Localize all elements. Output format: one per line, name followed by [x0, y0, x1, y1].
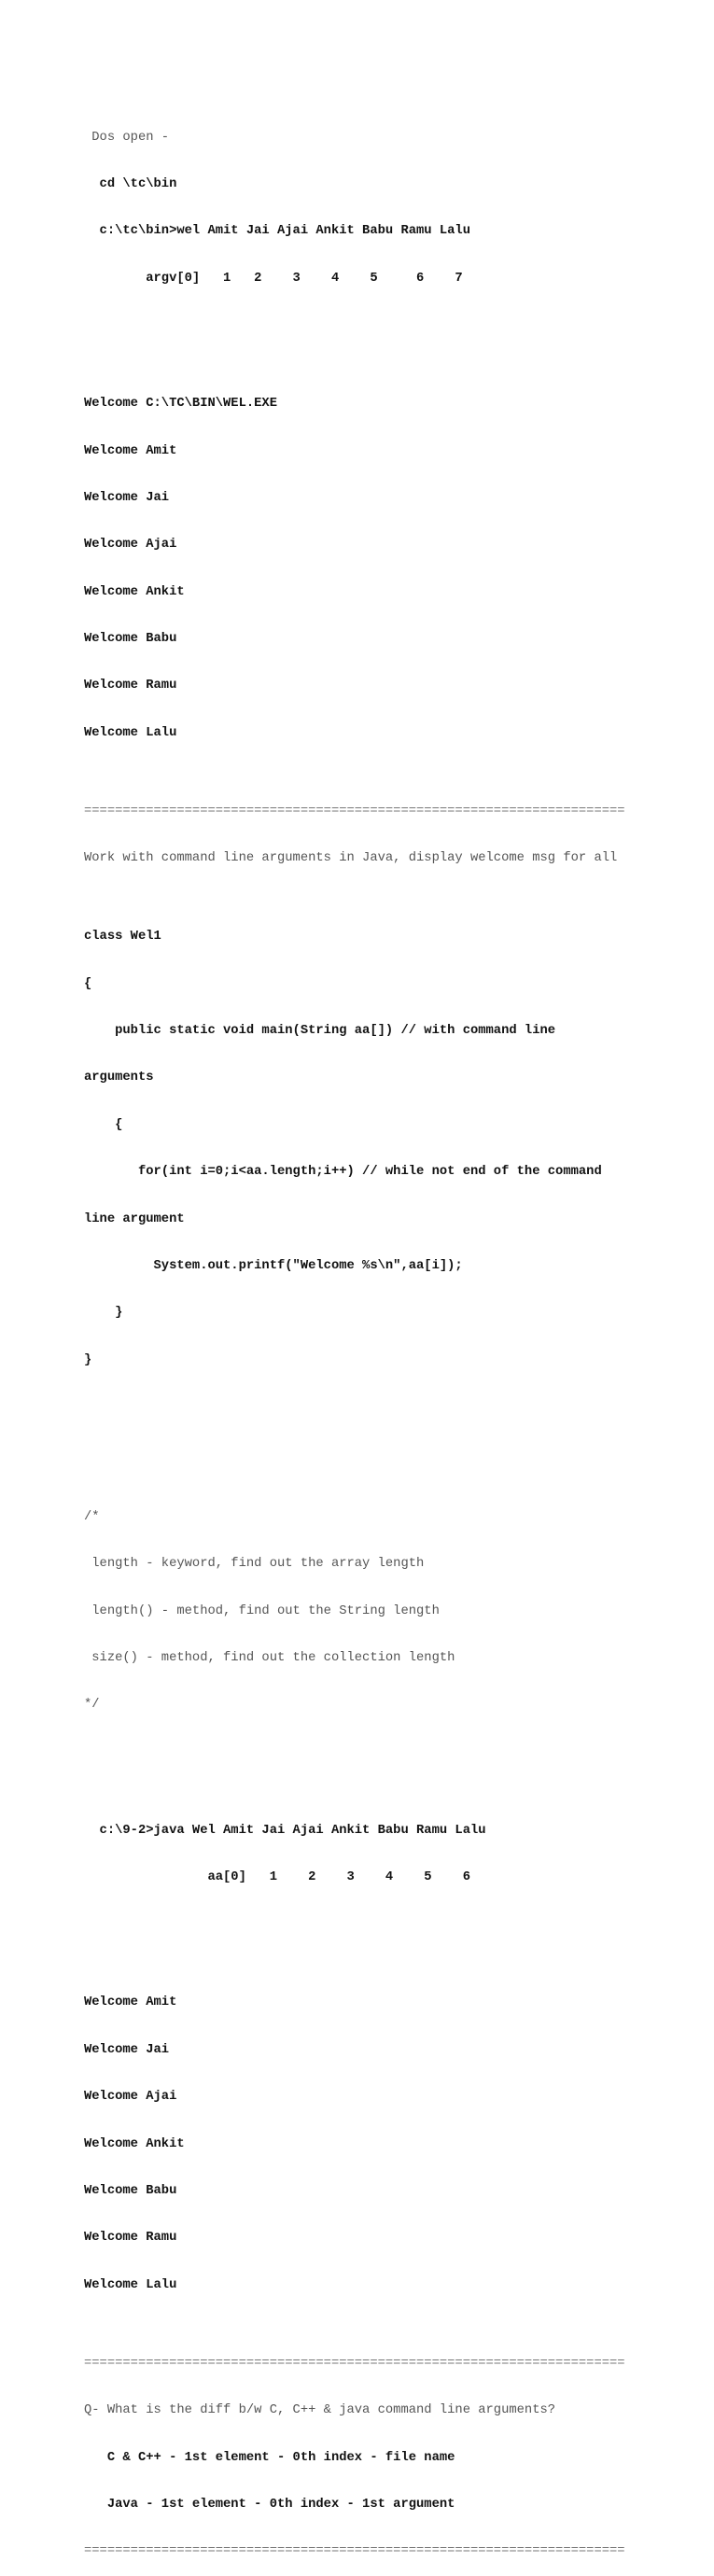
separator-line: ====================================================================== — [84, 804, 625, 819]
output-line: Welcome Amit — [84, 443, 177, 458]
cd-command: cd \tc\bin — [84, 176, 177, 191]
output-line: Welcome Amit — [84, 1995, 177, 2010]
java-description: Work with command line arguments in Java, display welcome msg for all — [84, 851, 618, 866]
comment-line: size() - method, find out the collection length — [84, 1650, 455, 1665]
output-line: Welcome Babu — [84, 632, 177, 647]
output-line: Welcome Ajai — [84, 538, 177, 553]
code-line: for(int i=0;i<aa.length;i++) // while not end of the command — [84, 1165, 602, 1180]
blank-line — [84, 1432, 625, 1448]
output-line: Welcome Jai — [84, 2042, 170, 2057]
run-command-java: c:\9-2>java Wel Amit Jai Ajai Ankit Babu Ramu Lalu — [84, 1823, 486, 1838]
output-line: Welcome Babu — [84, 2183, 177, 2198]
output-line: Welcome Ramu — [84, 2231, 177, 2246]
question-line: Q- What is the diff b/w C, C++ & java command line arguments? — [84, 2403, 556, 2418]
comment-line: /* — [84, 1509, 100, 1524]
code-line: { — [84, 976, 92, 991]
answer-line-java: Java - 1st element - 0th index - 1st argument — [84, 2497, 455, 2512]
code-line: class Wel1 — [84, 930, 161, 945]
output-line: Welcome Ankit — [84, 2136, 185, 2151]
aa-index-line: aa[0] 1 2 3 4 5 6 — [84, 1870, 470, 1885]
answer-line-c: C & C++ - 1st element - 0th index - file name — [84, 2450, 455, 2465]
code-line: { — [84, 1117, 123, 1132]
code-line: arguments — [84, 1071, 154, 1085]
argv-index-line: argv[0] 1 2 3 4 5 6 7 — [84, 271, 463, 286]
c-output-block — [84, 366, 625, 774]
separator-line: ====================================================================== — [84, 2544, 625, 2559]
output-line: Welcome Jai — [84, 490, 170, 505]
output-line: Welcome Lalu — [84, 725, 177, 740]
comment-line: length - keyword, find out the array length — [84, 1557, 425, 1572]
run-command-c: c:\tc\bin>wel Amit Jai Ajai Ankit Babu Ramu Lalu — [84, 224, 470, 239]
code-line: } — [84, 1352, 92, 1367]
code-line: } — [84, 1306, 123, 1321]
document-page — [84, 99, 625, 2576]
code-line: System.out.printf("Welcome %s\n",aa[i]); — [84, 1258, 463, 1273]
comment-line: */ — [84, 1698, 100, 1713]
java-code-block — [84, 899, 625, 1401]
dos-open-heading: Dos open - — [84, 130, 170, 145]
output-line: Welcome Ankit — [84, 584, 185, 599]
separator-line: ====================================================================== — [84, 2356, 625, 2371]
output-line: Welcome Ramu — [84, 679, 177, 693]
output-line: Welcome Lalu — [84, 2277, 177, 2292]
blank-line — [84, 318, 625, 334]
code-line: line argument — [84, 1211, 185, 1226]
output-line: Welcome Ajai — [84, 2090, 177, 2105]
output-line: Welcome C:\TC\BIN\WEL.EXE — [84, 397, 277, 412]
comment-line: length() - method, find out the String length — [84, 1603, 440, 1618]
blank-line — [84, 1776, 625, 1792]
blank-line — [84, 1917, 625, 1933]
comment-block — [84, 1478, 625, 1745]
java-output-block — [84, 1965, 625, 2325]
code-line: public static void main(String aa[]) // with command line — [84, 1024, 556, 1039]
